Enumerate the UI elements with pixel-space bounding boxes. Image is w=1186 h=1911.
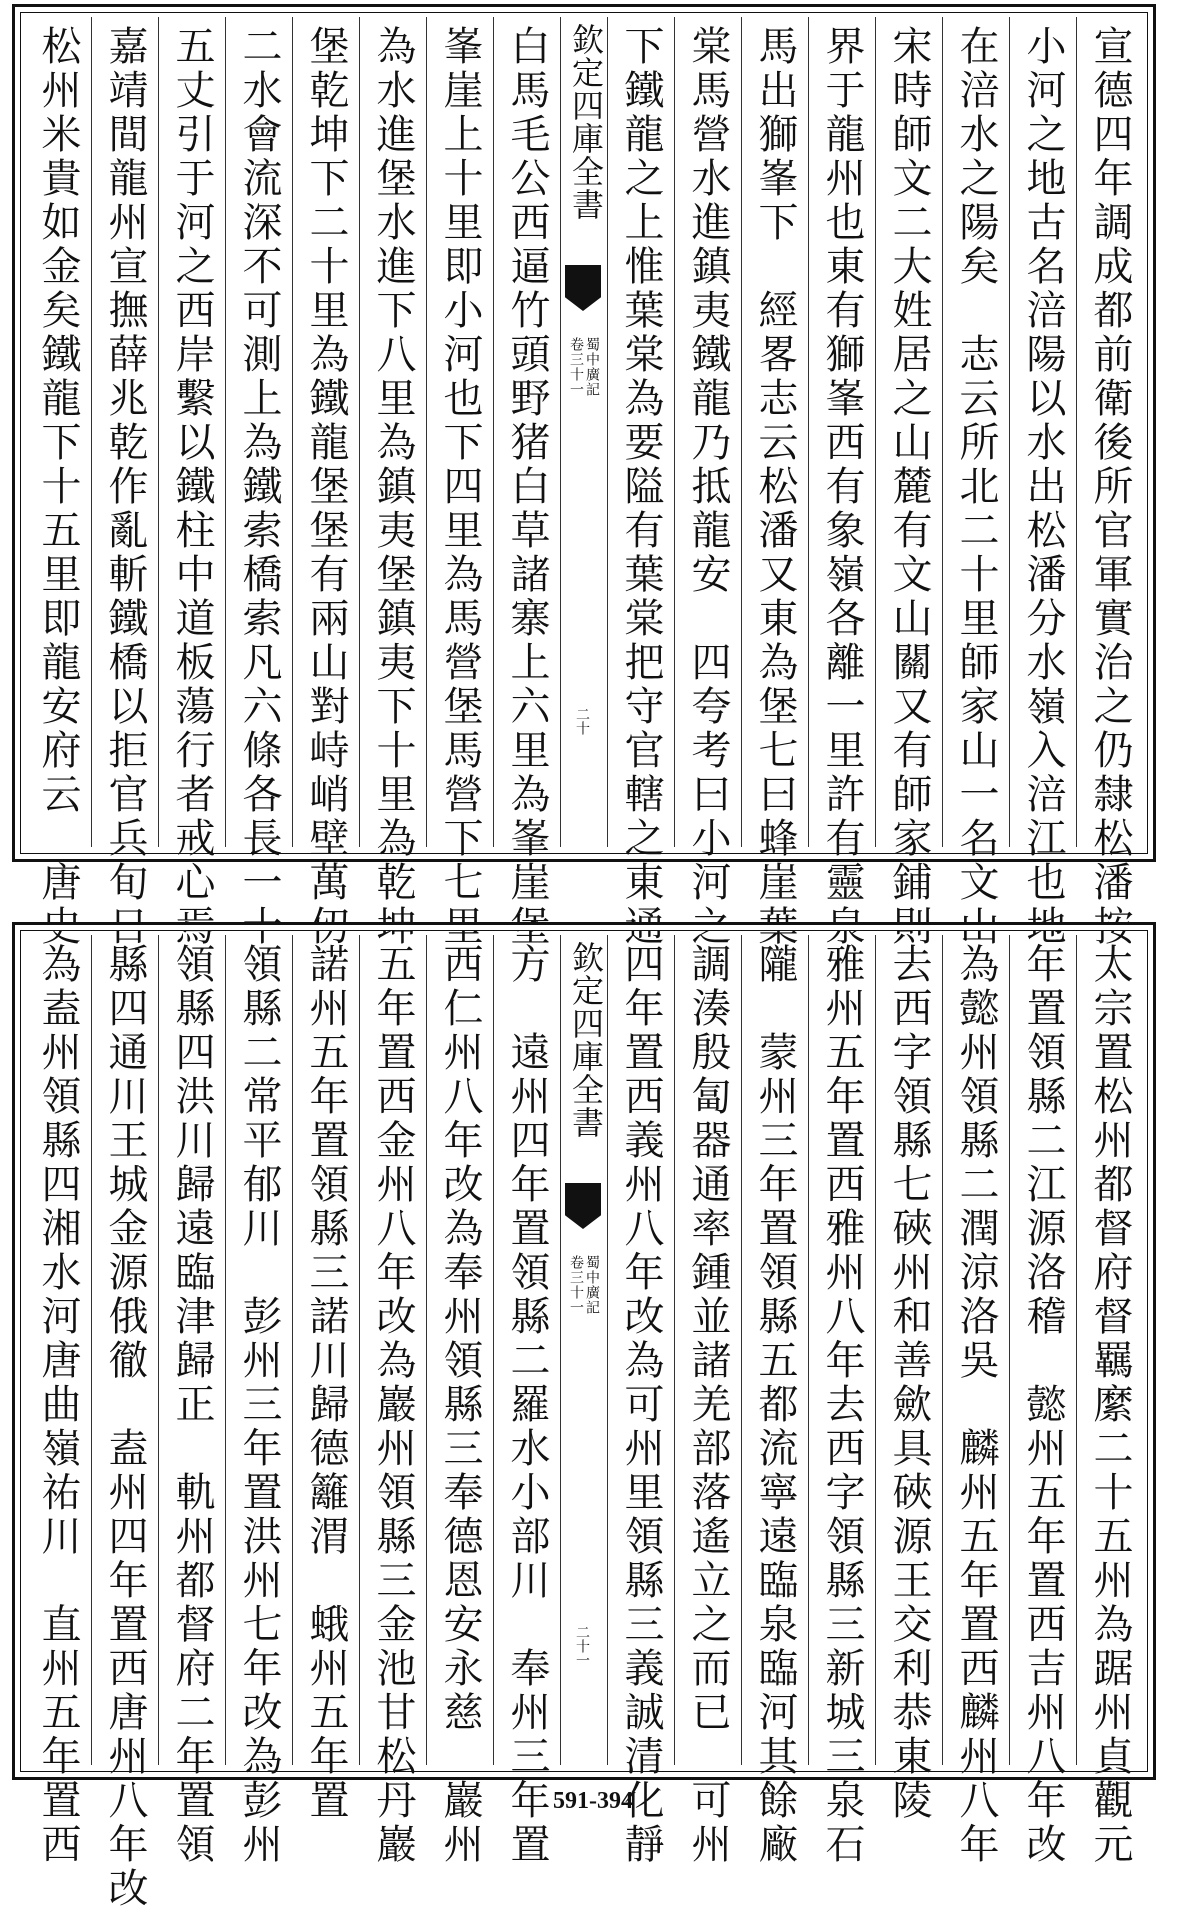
center-subtitle xyxy=(567,337,601,507)
text-column xyxy=(158,935,225,1867)
column-text: 調湊殷匐器通率鍾並諸羌部落遙立之而已 可州 xyxy=(685,943,731,1867)
column-text: 嘉靖間龍州宣撫薛兆乾作亂斬鐵橋以拒官兵旬日 xyxy=(102,25,148,949)
center-subtitle xyxy=(567,1255,601,1425)
column-text: 四年置西義州八年改為可州里領縣三義誠清化靜 xyxy=(618,943,664,1867)
page-number: 二十 xyxy=(574,707,590,735)
text-column xyxy=(607,17,674,949)
column-text: 西仁州八年改為奉州領縣三奉德恩安永慈 巖州 xyxy=(437,943,483,1867)
column-text: 白馬毛公西逼竹頭野猪白草諸寨上六里為峯崖堡 xyxy=(504,25,550,949)
text-column xyxy=(225,17,292,949)
text-column xyxy=(875,17,942,949)
text-column xyxy=(741,935,808,1867)
text-column xyxy=(875,935,942,1823)
column-text: 去西字領縣七硤州和善歛具硤源王交利恭東陵 xyxy=(886,943,932,1823)
text-column xyxy=(292,17,359,949)
text-column xyxy=(426,935,493,1867)
column-text: 馬出獅峯下 經畧志云松潘又東為堡七曰蜂崖葉 xyxy=(752,25,798,949)
text-column xyxy=(1076,17,1143,949)
text-column xyxy=(1009,935,1076,1867)
text-column xyxy=(942,17,1009,949)
text-column xyxy=(741,17,808,949)
column-text: 二水會流深不可測上為鐵索橋索凡六條各長一十 xyxy=(236,25,282,949)
page-number: 二十一 xyxy=(574,1625,590,1667)
text-column xyxy=(1076,935,1143,1867)
column-text: 隴 蒙州三年置領縣五都流寧遠臨泉臨河其餘廠 xyxy=(752,943,798,1867)
text-column xyxy=(91,935,158,1911)
columns xyxy=(25,17,1143,949)
subtitle-text: 蜀中廣記 xyxy=(584,337,600,397)
column-text: 為水進堡水進下八里為鎮夷堡鎮夷下十里為乾坤 xyxy=(370,25,416,949)
text-column xyxy=(1009,17,1076,949)
column-text: 為懿州領縣二潤涼洛吳 麟州五年置西麟州八年 xyxy=(953,943,999,1867)
text-column xyxy=(607,935,674,1867)
column-text: 峯崖上十里即小河也下四里為馬營堡馬營下七里 xyxy=(437,25,483,949)
column-text: 界于龍州也東有獅峯西有象嶺各離一里許有靈泉 xyxy=(819,25,865,949)
column-text: 年置領縣二江源洛稽 懿州五年置西吉州八年改 xyxy=(1020,943,1066,1867)
text-column xyxy=(493,935,560,1867)
column-text: 棠馬營水進鎮夷鐵龍乃抵龍安 四夸考曰小河之 xyxy=(685,25,731,949)
center-column xyxy=(560,17,607,847)
column-text: 方 遠州四年置領縣二羅水小部川 奉州三年置 xyxy=(504,943,550,1867)
text-column xyxy=(225,935,292,1867)
text-column xyxy=(25,935,91,1867)
column-text: 堡乾坤下二十里為鐵龍堡堡有兩山對峙峭壁萬仞 xyxy=(303,25,349,949)
column-text: 領縣四洪川歸遠臨津歸正 軌州都督府二年置領 xyxy=(169,943,215,1867)
center-column xyxy=(560,935,607,1765)
book-title: 欽定四庫全書 xyxy=(567,23,605,221)
juan-text: 卷三十一 xyxy=(568,337,584,397)
book-title: 欽定四庫全書 xyxy=(567,941,605,1139)
text-column xyxy=(942,935,1009,1867)
column-text: 太宗置松州都督府督羈縻二十五州為踞州貞觀元 xyxy=(1087,943,1133,1867)
column-text: 為盍州領縣四湘水河唐曲嶺祐川 直州五年置西 xyxy=(35,943,81,1867)
column-text: 小河之地古名涪陽以水出松潘分水嶺入涪江也地 xyxy=(1020,25,1066,949)
text-column xyxy=(292,935,359,1823)
subtitle-text: 蜀中廣記 xyxy=(584,1255,600,1315)
column-text: 宋時師文二大姓居之山麓有文山關又有師家鋪則 xyxy=(886,25,932,949)
text-column xyxy=(493,17,560,949)
column-text: 在涪水之陽矣 志云所北二十里師家山一名文山 xyxy=(953,25,999,949)
juan-text: 卷三十一 xyxy=(568,1255,584,1315)
column-text: 五丈引于河之西岸繫以鐵柱中道板蕩行者戒心焉 xyxy=(169,25,215,949)
column-text: 諾州五年置領縣三諾川歸德籬渭 蛾州五年置 xyxy=(303,943,349,1823)
column-text: 雅州五年置西雅州八年去西字領縣三新城三泉石 xyxy=(819,943,865,1867)
column-text: 縣四通川王城金源俄徹 盍州四年置西唐州八年改 xyxy=(102,943,148,1911)
column-text: 五年置西金州八年改為巖州領縣三金池甘松丹巖 xyxy=(370,943,416,1867)
text-column xyxy=(91,17,158,949)
text-column xyxy=(25,17,91,949)
fish-tail-mark-icon xyxy=(565,1183,601,1229)
column-text: 松州米貴如金矣鐵龍下十五里即龍安府云 唐史 xyxy=(35,25,81,949)
text-column xyxy=(808,935,875,1867)
footer-page-code: 591-394 xyxy=(553,1788,633,1814)
text-column xyxy=(808,17,875,949)
text-column xyxy=(158,17,225,949)
fish-tail-mark-icon xyxy=(565,265,601,311)
page-top xyxy=(12,4,1156,949)
column-text: 宣德四年調成都前衛後所官軍實治之仍隸松潘按 xyxy=(1087,25,1133,949)
text-column xyxy=(674,17,741,949)
text-column xyxy=(674,935,741,1867)
column-text: 下鐵龍之上惟葉棠為要隘有葉棠把守官轄之東通 xyxy=(618,25,664,949)
column-text: 領縣二常平郁川 彭州三年置洪州七年改為彭州 xyxy=(236,943,282,1867)
text-column xyxy=(359,17,426,949)
text-column xyxy=(359,935,426,1867)
text-column xyxy=(426,17,493,949)
